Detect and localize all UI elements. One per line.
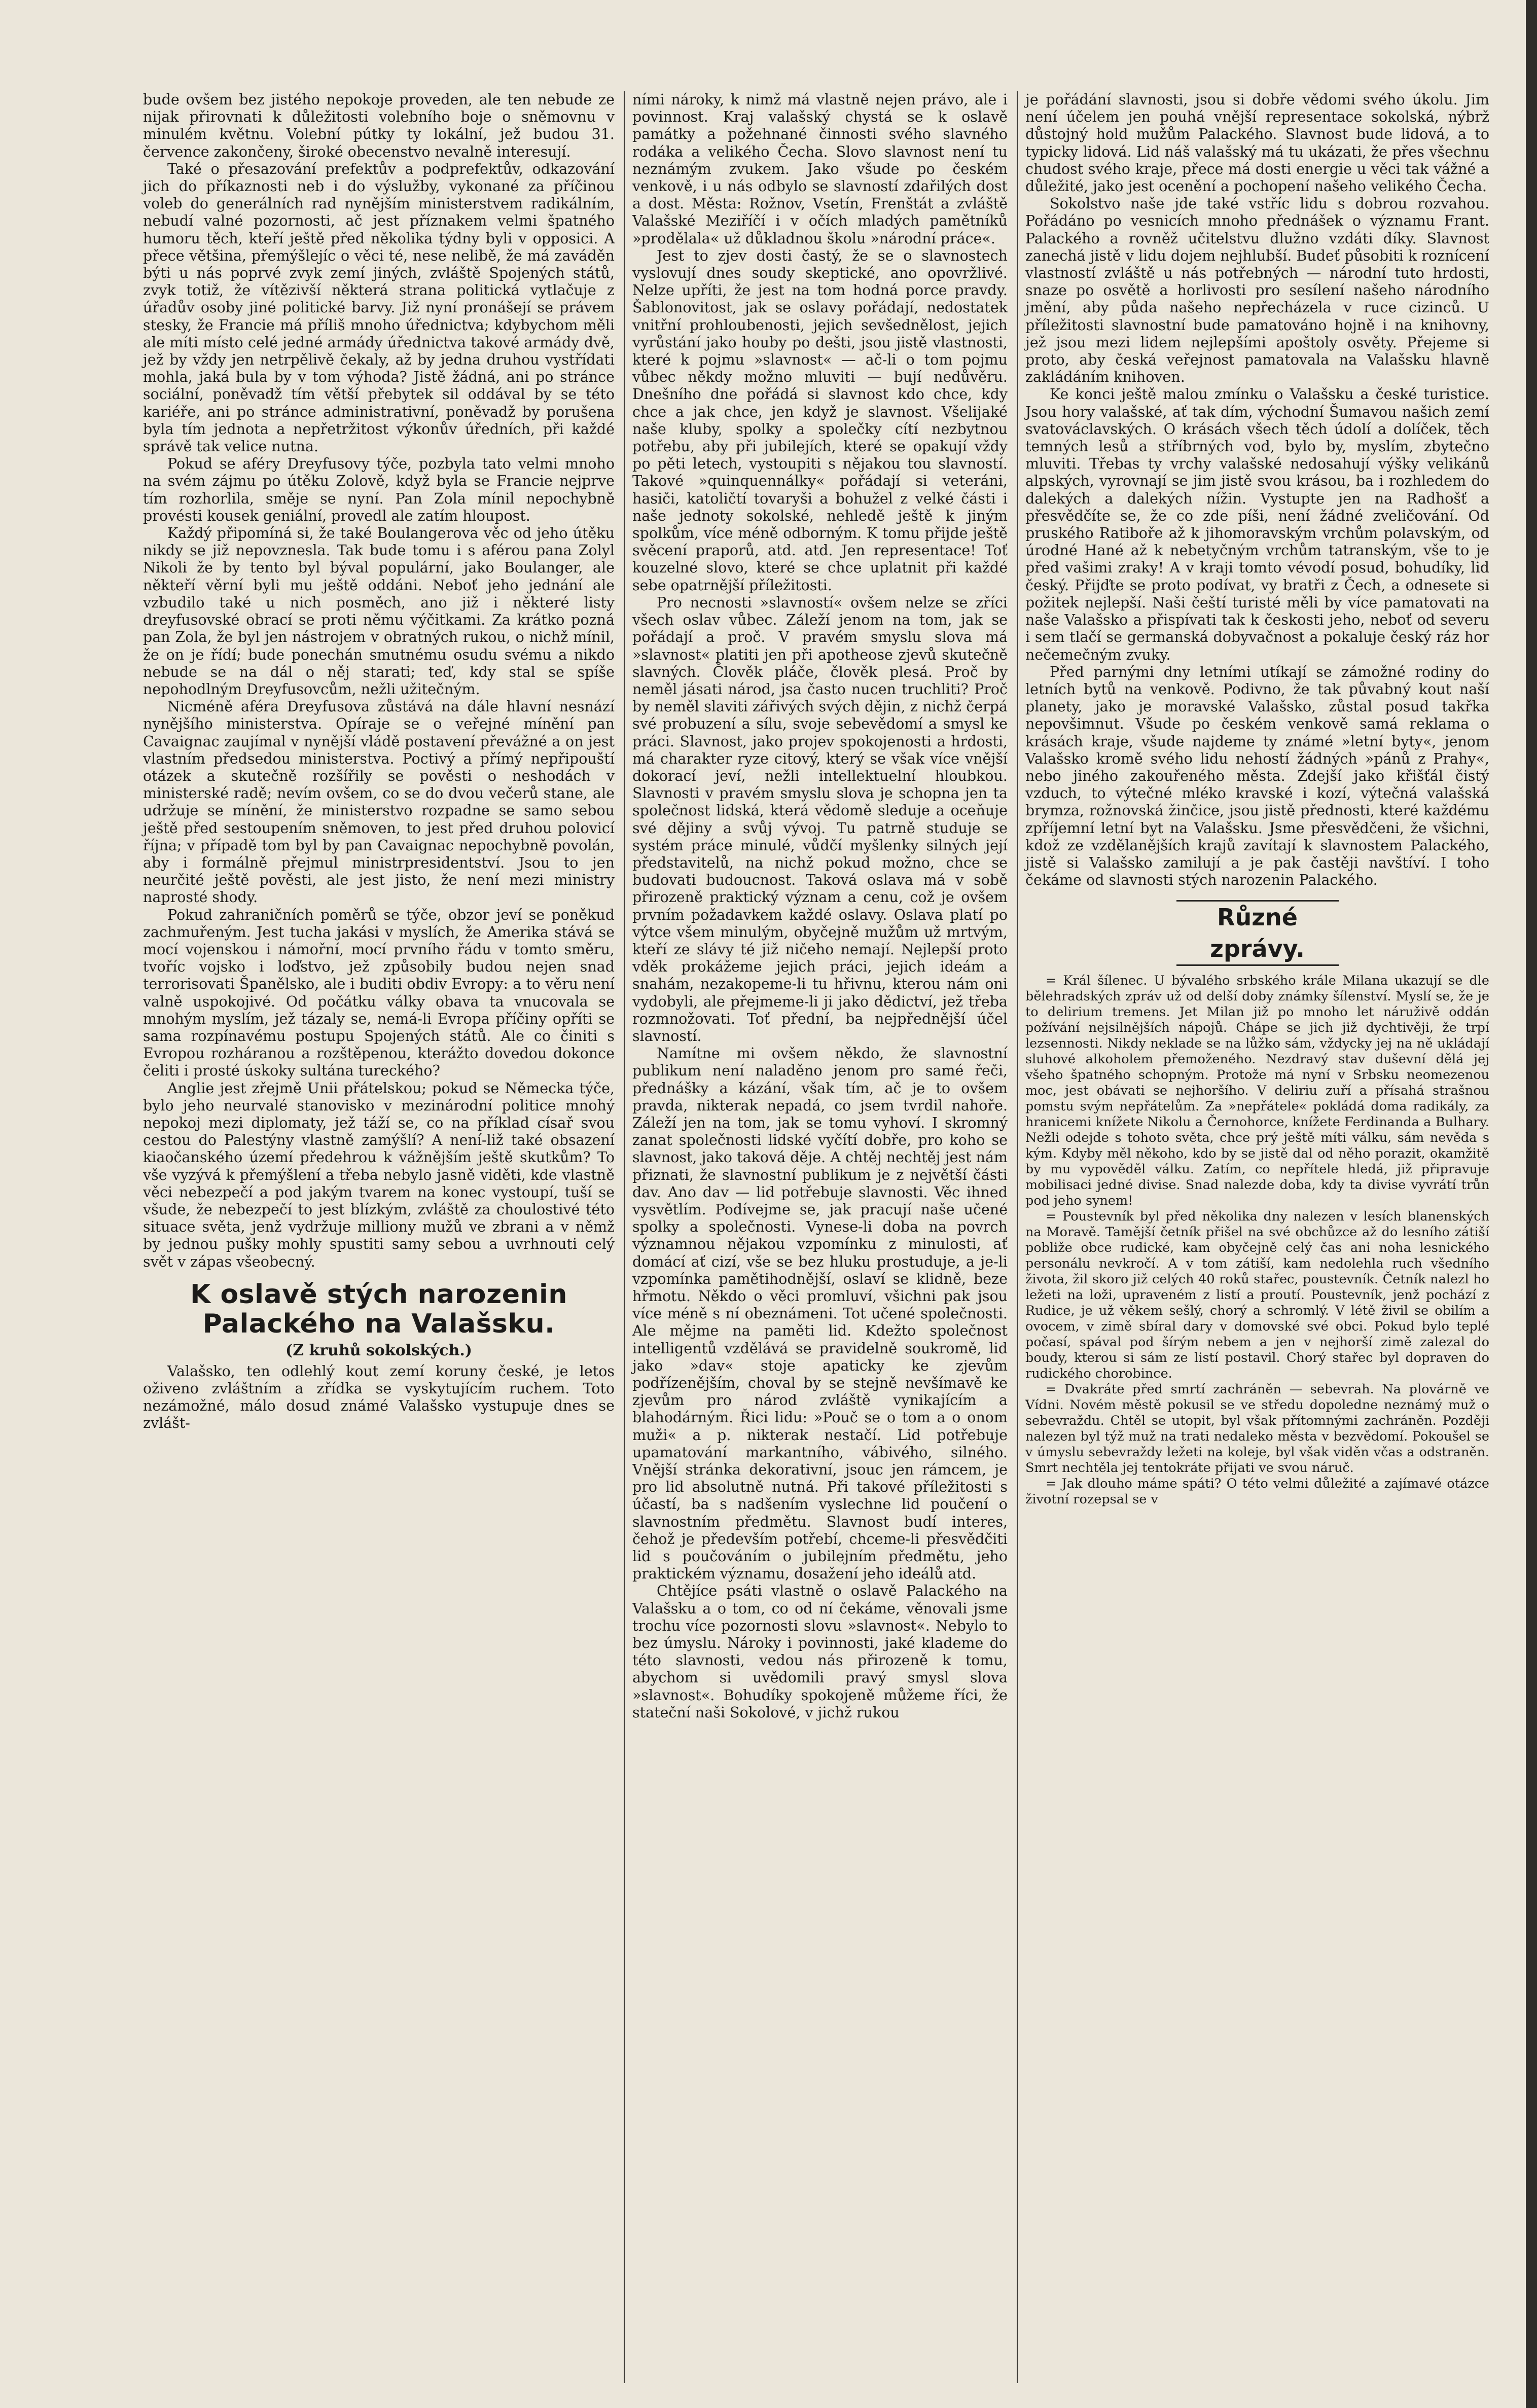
news-item: = Jak dlouho máme spáti? O této velmi důležité a zajímavé otázce životní rozepsal se v (1025, 1476, 1489, 1507)
paragraph: je pořádání slavnosti, jsou si dobře vědomi svého úkolu. Jim není účelem jen pouhá vnější representace sokolská, nýbrž důstojný hold mužům Palackého. Slavnost bude lidová, a to typicky lidová. Lid náš valašský má tu ukázati, že přes všechnu chudost svého kraje, přece má dosti energie u věci tak vážné a důležité, jako jest ocenění a pochopení našeho velikého Čecha. (1025, 91, 1489, 195)
article-subheadline: (Z kruhů sokolských.) (285, 1341, 472, 1359)
page-edge-shadow (1526, 0, 1537, 2408)
paragraph: Namítne mi ovšem někdo, že slavnostní publikum není naladěno jenom pro samé řeči, přednášky a kázání, však tím, ač je to ovšem pravda, nikterak nepadá, co jsem tvrdil nahoře. Záleží jen na tom, jak se tomu vyhoví. I skromný zanat společnosti lidské vyčítí dobře, pro koho se slavnost, jako taková děje. A chtěj nechtěj jest nám přiznati, že slavnostní publikum je z největší části dav. Ano dav — lid potřebuje slavnosti. Věc ihned vysvětlím. Podívejme se, jak pracují naše učené spolky a společnosti. Vynese-li doba na povrch významnou nějakou vzpomínku z minulosti, ať domácí ať cizí, vše se bez hluku prostuduje, a je-li vzpomínka pamětihodnější, oslaví se klidně, beze hřmotu. Někdo o věci promluví, všichni pak jsou více méně s ní obeznámeni. Tot učené společnosti. Ale mějme na paměti lid. Kdežto společnost intelligentů vzdělává se pravidelně soukromě, lid jako »dav« stoje apaticky ke zjevům podřízenějším, choval by se stejně nevšímavě ke zjevům pro národ zvláště vynikajícím a blahodárným. Řici lidu: »Pouč se o tom a o onom muži« a p. nikterak nestačí. Lid potřebuje upamatování markantního, vábivého, silného. Vnější stránka dekorativní, jsouc jen rámcem, je pro lid absolutně nutná. Při takové příležitosti s účastí, ba s nadšením vyslechne lid poučení o slavnostním předmětu. Slavnost budí interes, čehož je především potřebí, chceme-li přesvědčiti lid s poučováním o jubilejním předmětu, jeho praktickém významu, dosažení jeho ideálů atd. (632, 1045, 1008, 1583)
article-intro: Valašsko, ten odlehlý kout zemí koruny české, je letos oživeno zvláštním a zřídka se vyskytujícím ruchem. Toto nezámožné, málo dosud známé Valašsko vystupuje dnes se zvlášt- (143, 1362, 615, 1432)
paragraph: Pro necnosti »slavností« ovšem nelze se zříci všech oslav vůbec. Záleží jenom na tom, jak se pořádají a proč. V pravém smyslu slova má »slavnost« platiti jen při apotheose zjevů skutečně slavných. Člověk pláče, člověk plesá. Proč by neměl jásati národ, jsa často nucen truchliti? Proč by neměl slaviti zářivých svých dějin, z nichž čerpá své probuzení a sílu, svoje sebevědomí a smysl ke práci. Slavnost, jako projev spokojenosti a hrdosti, má charakter ryze citový, který se však více vnější dokorací jeví, nežli intellektuelní hloubkou. Slavnosti v pravém smyslu slova je schopna jen ta společnost lidská, která vědomě sleduje a oceňuje své dějiny a svůj vývoj. Tu patrně studuje se systém práce minulé, vůdčí myšlenky silných její představitelů, na nichž pokud možno, chce se budovati budoucnost. Taková oslava má v sobě přirozeně praktický význam a cenu, což je ovšem prvním požadavkem každé oslavy. Oslava platí po výtce všem minulým, obyčejně mužům už mrtvým, kteří ze slávy té již ničeho nemají. Nejlepší proto vděk prokážeme jejich práci, jejich ideám a snahám, nezakopeme-li tu hřivnu, kterou nám oni vydobyli, ale přejmeme-li ji jako dědictví, jež třeba rozmnožovati. Toť přední, ba nejpřednější účel slavností. (632, 594, 1008, 1045)
paragraph: Před parnými dny letními utíkají se zámožné rodiny do letních bytů na venkově. Podivno, že tak půvabný kout naší planety, jako je moravské Valašsko, zůstal posud takřka nepovšimnut. Všude po českém venkově samá reklama o krásách kraje, všude najdeme ty známé »letní byty«, jenom Valašsko kromě svého lidu nehostí žádných »pánů z Prahy«, nebo jiného zakouřeného města. Zdejší jako křišťál čistý vzduch, to výtečné mléko kravské i kozí, výtečná valašská brymza, rožnovská žinčice, jsou jistě přednosti, které každému zpříjemní letní byt na Valašsku. Jsme přesvědčeni, že všichni, kdož ze vzdělanějších krajů zavítají k slavnostem Palackého, jistě si Valašsko zamilují a je pak častěji navštíví. I toho čekáme od slavnosti stých narozenin Palackého. (1025, 663, 1489, 889)
section-title: Různé zprávy. (1176, 900, 1339, 966)
paragraph: Sokolstvo naše jde také vstříc lidu s dobrou rozvahou. Pořádáno po vesnicích mnoho přednášek o významu Frant. Palackého a rovněž učitelstvu dlužno vzdáti díky. Slavnost zanechá jistě v lidu dojem nejhlubší. Budeť působiti k roznícení vlastností zvláště u nás potřebných — národní tuto hrdosti, snaze po osvětě a horlivosti pro sesílení našeho národního jmění, aby půda našeho nepřecházela v ruce cizinců. U příležitosti slavnostní bude pamatováno hojně i na knihovny, jež jsou mezi lidem nejlepšími apoštoly osvěty. Přejeme si proto, aby česká veřejnost pamatovala na Valašsku hlavně zakládáním knihoven. (1025, 195, 1489, 386)
paragraph: Každý připomíná si, že také Boulangerova věc od jeho útěku nikdy se již nepovznesla. Tak bude tomu i s aférou pana Zolyl Nikoli že by tento byl býval populární, jako Boulanger, ale někteří věrní byli mu ještě oddáni. Neboť jeho jednání ale vzbudilo také u nich posměch, ano již i některé listy dreyfusovské obrací se proti němu výčitkami. Za krátko pozná pan Zola, že byl jen nástrojem v obratných rukou, o nichž mínil, že on je řídí; bude ponechán smutnému osudu svému a nikdo nebude se na dál o něj starati; teď, kdy stal se spíše nepohodlným Dreyfusovcům, nežli užitečným. (143, 525, 615, 698)
article-headline: K oslavě stých narozenin Palackého na Valašsku. (190, 1279, 567, 1339)
paragraph: Chtějíce psáti vlastně o oslavě Palackého na Valašsku a o tom, co od ní čekáme, věnovali jsme trochu více pozornosti slovu »slavnost«. Nebylo to bez úmyslu. Nároky i povinnosti, jaké klademe do této slavnosti, vedou nás přirozeně k tomu, abychom si uvědomili pravý smysl slova »slavnost«. Bohudíky spokojeně můžeme říci, že stateční naši Sokolové, v jichž rukou (632, 1583, 1008, 1721)
paragraph: bude ovšem bez jistého nepokoje proveden, ale ten nebude ze nijak přirovnati k důležitosti volebního boje o sněmovnu v minulém květnu. Volební pútky ty lokální, jež budou 31. července zakončeny, široké obecenstvo nevalně interesují. (143, 91, 615, 160)
paragraph: Nicméně aféra Dreyfusova zůstává na dále hlavní nesnází nynějšího ministerstva. Opíraje se o veřejné mínění pan Cavaignac zaujímal v nynější vládě postavení převážné a on jest vlastním předsedou ministerstva. Poctivý a přímý nepřipouští otázek a skutečně rozšířily se pověsti o neshodách v ministerské radě; nevím ovšem, co se do dvou večerů stane, ale udržuje se mínění, že ministerstvo rozpadne se samo sebou ještě před sestoupením sněmoven, to jest před druhou polovicí října; v případě tom byl by pan Cavaignac nepochybně povolán, aby i formálně přejmul ministrpresidentství. Jsou to jen neurčité ještě pověsti, ale jest jisto, že není mezi ministry naprosté shody. (143, 698, 615, 906)
column-2 (632, 91, 1008, 1721)
paragraph: Pokud se aféry Dreyfusovy týče, pozbyla tato velmi mnoho na svém zájmu po útěku Zolově, když byla se Francie nejprve tím rozhorlila, směje se nyní. Pan Zola mínil nepochybně provésti kousek geniální, provedl ale zatím hloupost. (143, 455, 615, 524)
news-item: = Král šílenec. U bývalého srbského krále Milana ukazují se dle bělehradských zpráv už od delší doby známky šílenství. Myslí se, že je to delirium tremens. Jet Milan již po mnoho let náruživě oddán požívání nejsilnějších nápojů. Chápe se jich již dychtivěji, že trpí lezsennosti. Nikdy neklade se na lůžko sám, vždycky jej na ně ukládají sluhové alkoholem přemoženého. Nezdravý stav duševní dělá jej všeho špatného schopným. Protože má nyní v Srbsku neomezenou moc, jest obávati se nejhoršího. V deliriu zuří a přísahá strašnou pomstu svým nepřátelům. Za »nepřátele« pokládá doma radikály, za hranicemi knížete Nikolu a Černohorce, knížete Ferdinanda a Bulhary. Nežli odejde s tohoto světa, chce prý ještě míti válku, sám nevěda s kým. Kdyby měl někoho, kdo by se jistě dal od něho porazit, okamžitě by mu vypověděl válku. Zatím, co nepřítele hledá, již připravuje mobilisaci jedné divise. Snad nalezde doba, kdy ta divise vyvrátí trůn pod jeho synem! (1025, 973, 1489, 1209)
news-item: = Dvakráte před smrtí zachráněn — sebevrah. Na plovárně ve Vídni. Novém městě pokusil se ve středu dopoledne neznámý muž o sebevraždu. Chtěl se utopit, byl však přítomnými zachráněn. Později nalezen byl týž muž na trati nedaleko města v bezvědomí. Pokoušel se v úmyslu sebevraždy ležeti na koleje, byl však viděn včas a odstraněn. Smrt nechtěla jej tentokráte přijati ve svou náruč. (1025, 1382, 1489, 1476)
column-rule-2 (1017, 91, 1018, 2383)
paragraph: Pokud zahraničních poměrů se týče, obzor jeví se poněkud zachmuřeným. Jest tucha jakási v myslích, že Amerika stává se mocí vojenskou i námořní, mocí prvního řádu v tomto směru, tvoříc vojsko i loďstvo, jež způsobily budou nejen snad terrorisovati Španělsko, ale i buditi obdiv Evropy: a to věru není valně uspokojivé. Od počátku války obava ta vnucovala se mnohým myslím, jež tázaly se, nemá-li Evropa příčiny opříti se sama rozpínavému postupu Spojených států. Ale co činiti s Evropou rozháranou a rozštěpenou, kterážto dovedou dokonce čeliti i prosté úskoky sultána tureckého? (143, 906, 615, 1080)
paragraph: Ke konci ještě malou zmínku o Valašsku a české turistice. Jsou hory valašské, ať tak dím, východní Šumavou našich zemí svatováclavských. O krásách všech těch údolí a dolíček, těch temných lesů a stříbrných vod, bylo by, myslím, zbytečno mluviti. Třebas ty vrchy valašské nedosahují výšky velikánů alpských, vyrovnají se jim jistě svou krásou, ba i rozhledem do dalekých a dalekých nížin. Vystupte jen na Radhošť a přesvědčíte se, že co zde píši, není žádné zveličování. Od pruského Ratiboře až k jihomoravským vrchům polavským, od úrodné Hané až k nebetyčným vrchům tatranským, vše to je před vašimi zraky! A v kraji tomto vévodí posud, bohudíky, lid český. Přijďte se proto podívat, vy bratři z Čech, a odnesete si požitek nejlepší. Naši čeští turisté měli by více pamatovati na naše Valašsko a přispívati tak k českosti jeho, neboť od severu i sem tlačí se germanská dobyvačnost a pokaluje český ráz hor nečemečným zvuky. (1025, 386, 1489, 663)
column-3 (1025, 91, 1489, 1507)
news-list (1025, 973, 1489, 1507)
news-item: = Poustevník byl před několika dny nalezen v lesích blanenských na Moravě. Tamější četník přišel na své obchůzce až do lesního zátiší pobliže obce rudické, kam obyčejně celý čas ani noha lesnického personálu nevkročí. A v tom zátiší, kam nedolehla ruch všedního života, žil skoro již celých 40 roků stařec, poustevník. Četník nalezl ho ležeti na loži, upraveném z listí a proutí. Poustevník, jenž pochází z Rudice, je už věkem sešlý, chorý a schromlý. V létě živil se obilím a ovocem, v zimě sbíral dary v domovské své obci. Pokud bylo teplé počasí, spával pod šírým nebem a jen v nejhorší zimě zalezal do boudy, kterou si sám ze listí postavil. Chorý stařec byl dopraven do rudického chorobince. (1025, 1209, 1489, 1382)
paragraph: ními nároky, k nimž má vlastně nejen právo, ale i povinnost. Kraj valašský chystá se k oslavě památky a požehnané činnosti svého slavného rodáka a velikého Čecha. Slovo slavnost není tu neznámým zvukem. Jako všude po českém venkově, i u nás odbylo se slavností zdařilých dost a dost. Města: Rožnov, Vsetín, Frenštát a zvláště Valašské Meziříčí i v očích mladých pamětníků »prodělala« už důkladnou školu »národní práce«. (632, 91, 1008, 247)
column-rule-1 (624, 91, 625, 2383)
paragraph: Jest to zjev dosti častý, že se o slavnostech vyslovují dnes soudy skeptické, ano opovržlivé. Nelze upříti, že jest na tom hodná porce pravdy. Šablonovitost, jak se oslavy pořádají, nedostatek vnitřní prohloubenosti, jejich sevšednělost, jejich vyrůstání jako houby po dešti, jsou jistě vlastnosti, které k pojmu »slavnost« — ač-li o tom pojmu vůbec někdy možno mluviti — bují nedůvěru. Dnešního dne pořádá si slavnost kdo chce, kdy chce a jak chce, jen když je slavnost. Všelijaké naše kluby, spolky a společky cítí nezbytnou potřebu, aby při jubilejích, které se opakují vždy po pěti letech, vystoupiti s nějakou tou slavností. Takové »quinquennálky« pořádají si veteráni, hasiči, katoličtí tovaryši a bohužel z velké části i naše jednoty sokolské, nehledě ještě k jiným spolkům, více méně odborným. K tomu přijde ještě svěcení praporů, atd. atd. Jen representace! Toť kouzelné slovo, které se chce uplatnit při každé sebe opatrnější příležitosti. (632, 247, 1008, 594)
column-1 (143, 91, 615, 1432)
paragraph: Také o přesazování prefektův a podprefektův, odkazování jich do příkaznosti neb i do výslužby, vykonané za příčinou voleb do generálních rad nynějším ministerstvem radikálním, nebudí valné pozornosti, ač jest příznakem velmi špatného humoru těch, kteří ještě před několika týdny byli v opposici. A přece většina, přemýšlejíc o věci té, nese nelibě, že má zaváděn býti u nás poprvé zvyk zemí jiných, zvláště Spojených států, zvyk totiž, že vítězivší některá strana politická vytlačuje z úřadův osoby jiné politické barvy. Již nyní pronášejí se právem stesky, že Francie má příliš mnoho úřednictva; kdybychom měli ale míti místo celé jedné armády úřednictva takové armády dvě, jež by vždy jen netrpělivě čekaly, až by jedna druhou vystřídati mohla, jaká bula by v tom výhoda? Jistě žádná, ani po stránce sociální, poněvadž tím větší přebytek sil oddával by se této kariéře, ani po stránce administrativní, poněvadž by porušena byla tím jednota a nepřetržitost výkonův úředních, při každé správě tak velice nutna. (143, 160, 615, 455)
paragraph: Anglie jest zřejmě Unii přátelskou; pokud se Německa týče, bylo jeho neurvalé stanovisko v mezinárodní politice mnohý nepokoj mezi diplomaty, jež táží se, co na příklad císař svou cestou do Palestýny vlastně zamýšlí? A není-liž také obsazení kiaočanského území předehrou k vážnějším ještě skutkům? To vše vyzývá k přemýšlení a třeba nebylo jasně viděti, kde vlastně věci nebezpečí a pod jakým tvarem na konec vystoupí, tuší se všude, že nebezpečí to jest blízkým, zvláště za choulostivé této situace světa, jenž vydržuje milliony mužů ve zbrani a v němž by jednou pušky mohly spustiti samy sebou a uvrhnouti celý svět v zápas všeobecný. (143, 1080, 615, 1270)
